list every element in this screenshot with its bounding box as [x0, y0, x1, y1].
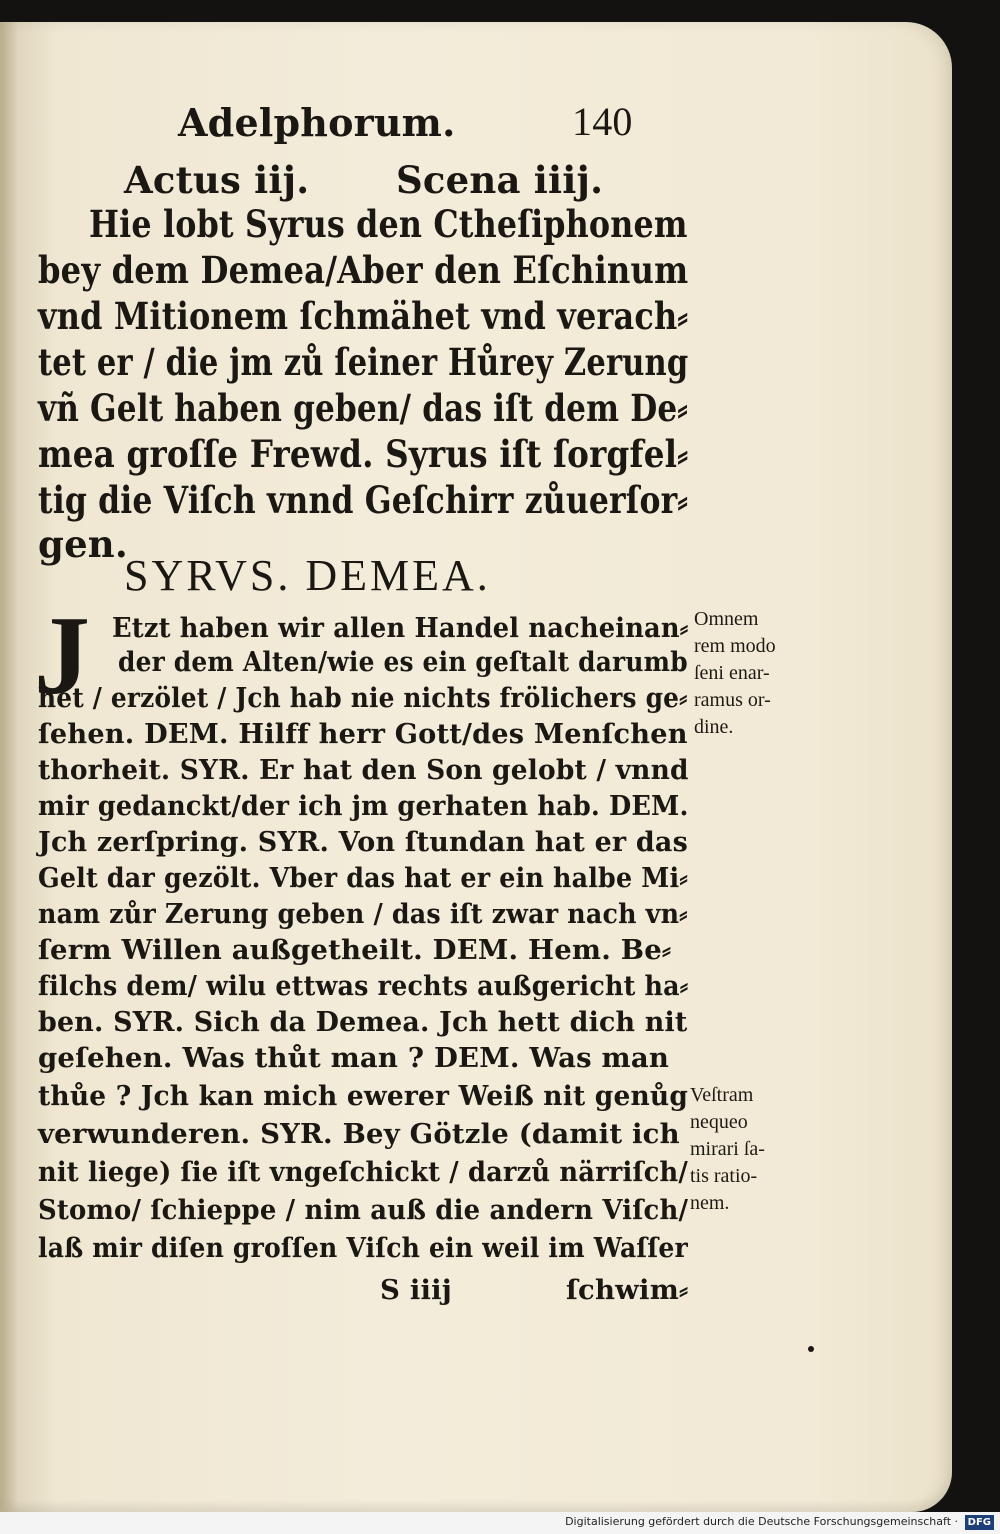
body-line: Gelt dar gezölt. Vber das hat er ein halbe Mi⸗: [38, 862, 689, 894]
body-line: Stomo/ ſchieppe / nim auß die andern Viſch/: [38, 1194, 689, 1226]
body-line: nit liege) ſie iſt vngeſchickt / darzů närriſch/: [38, 1156, 688, 1188]
body-line: ben. SYR. Sich da Demea. Jch hett dich nit: [38, 1006, 688, 1038]
speakers-heading: SYRVS. DEMEA.: [124, 551, 491, 600]
margin-note: [690, 1082, 765, 1217]
signature-mark: S iiij: [380, 1274, 452, 1306]
act-label: Actus iij.: [124, 158, 310, 202]
summary-line: vñ Gelt haben geben/ das iſt dem De⸗: [38, 386, 688, 430]
margin-note-line: Omnem: [694, 608, 759, 630]
summary-line: gen.: [38, 522, 128, 566]
drop-capital: J: [34, 594, 90, 718]
body-line: mir gedanckt/der ich jm gerhaten hab. DEM.: [38, 790, 689, 822]
summary-line: Hie lobt Syrus den Ctheſiphonem: [89, 202, 688, 246]
running-title: Adelphorum.: [178, 100, 456, 145]
summary-line: vnd Mitionem ſchmähet vnd verach⸗: [38, 294, 689, 338]
funding-credit: Digitalisierung gefördert durch die Deutsche Forschungsgemeinschaft ·: [565, 1515, 958, 1528]
margin-note-line: rem modo: [694, 635, 776, 657]
margin-note-line: tis ratio-: [690, 1165, 758, 1187]
summary-line: bey dem Demea/Aber den Eſchinum: [38, 248, 689, 292]
digitization-footer: [0, 1512, 1000, 1534]
margin-note-line: mirari ſa-: [690, 1138, 765, 1160]
margin-note-line: nequeo: [690, 1111, 748, 1133]
body-line: der dem Alten/wie es ein geſtalt darumb: [118, 646, 688, 678]
margin-note-line: ramus or-: [694, 689, 771, 711]
ink-speck: [808, 1346, 814, 1352]
body-line: nam zůr Zerung geben / das iſt zwar nach vn⸗: [38, 898, 688, 930]
dfg-logo: DFG: [965, 1515, 994, 1530]
body-line: geſehen. Was thůt man ? DEM. Was man: [38, 1042, 670, 1074]
body-line: laß mir diſen groſſen Viſch ein weil im Waſſer: [38, 1232, 688, 1264]
summary-line: tet er / die jm zů ſeiner Hůrey Zerung: [38, 340, 689, 384]
body-line: ſehen. DEM. Hilff herr Gott/des Menſchen: [38, 718, 688, 750]
body-line: filchs dem/ wilu ettwas rechts außgericht ha⸗: [38, 970, 689, 1002]
margin-note-line: ſeni enar-: [694, 662, 770, 684]
margin-note: [694, 606, 776, 741]
margin-note-line: dine.: [694, 716, 734, 738]
body-line: het / erzölet / Jch hab nie nichts frölichers ge⸗: [38, 682, 688, 714]
body-line: verwunderen. SYR. Bey Götzle (damit ich: [38, 1118, 680, 1150]
body-line: thůe ? Jch kan mich ewerer Weiß nit genůg: [38, 1080, 689, 1112]
body-line: thorheit. SYR. Er hat den Son gelobt / vnnd: [38, 754, 689, 786]
body-line: ſerm Willen außgetheilt. DEM. Hem. Be⸗: [38, 934, 672, 966]
page-gutter-shadow: [0, 22, 18, 1512]
margin-note-line: nem.: [690, 1192, 730, 1214]
summary-line: mea groſſe Frewd. Syrus iſt ſorgfel⸗: [38, 432, 689, 476]
catchword: ſchwim⸗: [566, 1274, 689, 1306]
scene-label: Scena iiij.: [396, 158, 604, 202]
body-line: Etzt haben wir allen Handel nacheinan⸗: [112, 612, 689, 644]
margin-note-line: Veſtram: [690, 1084, 754, 1106]
page-number: 140: [572, 99, 633, 144]
summary-line: tig die Viſch vnnd Geſchirr zůuerſor⸗: [38, 478, 689, 522]
body-line: Jch zerſpring. SYR. Von ſtundan hat er das: [38, 826, 688, 858]
